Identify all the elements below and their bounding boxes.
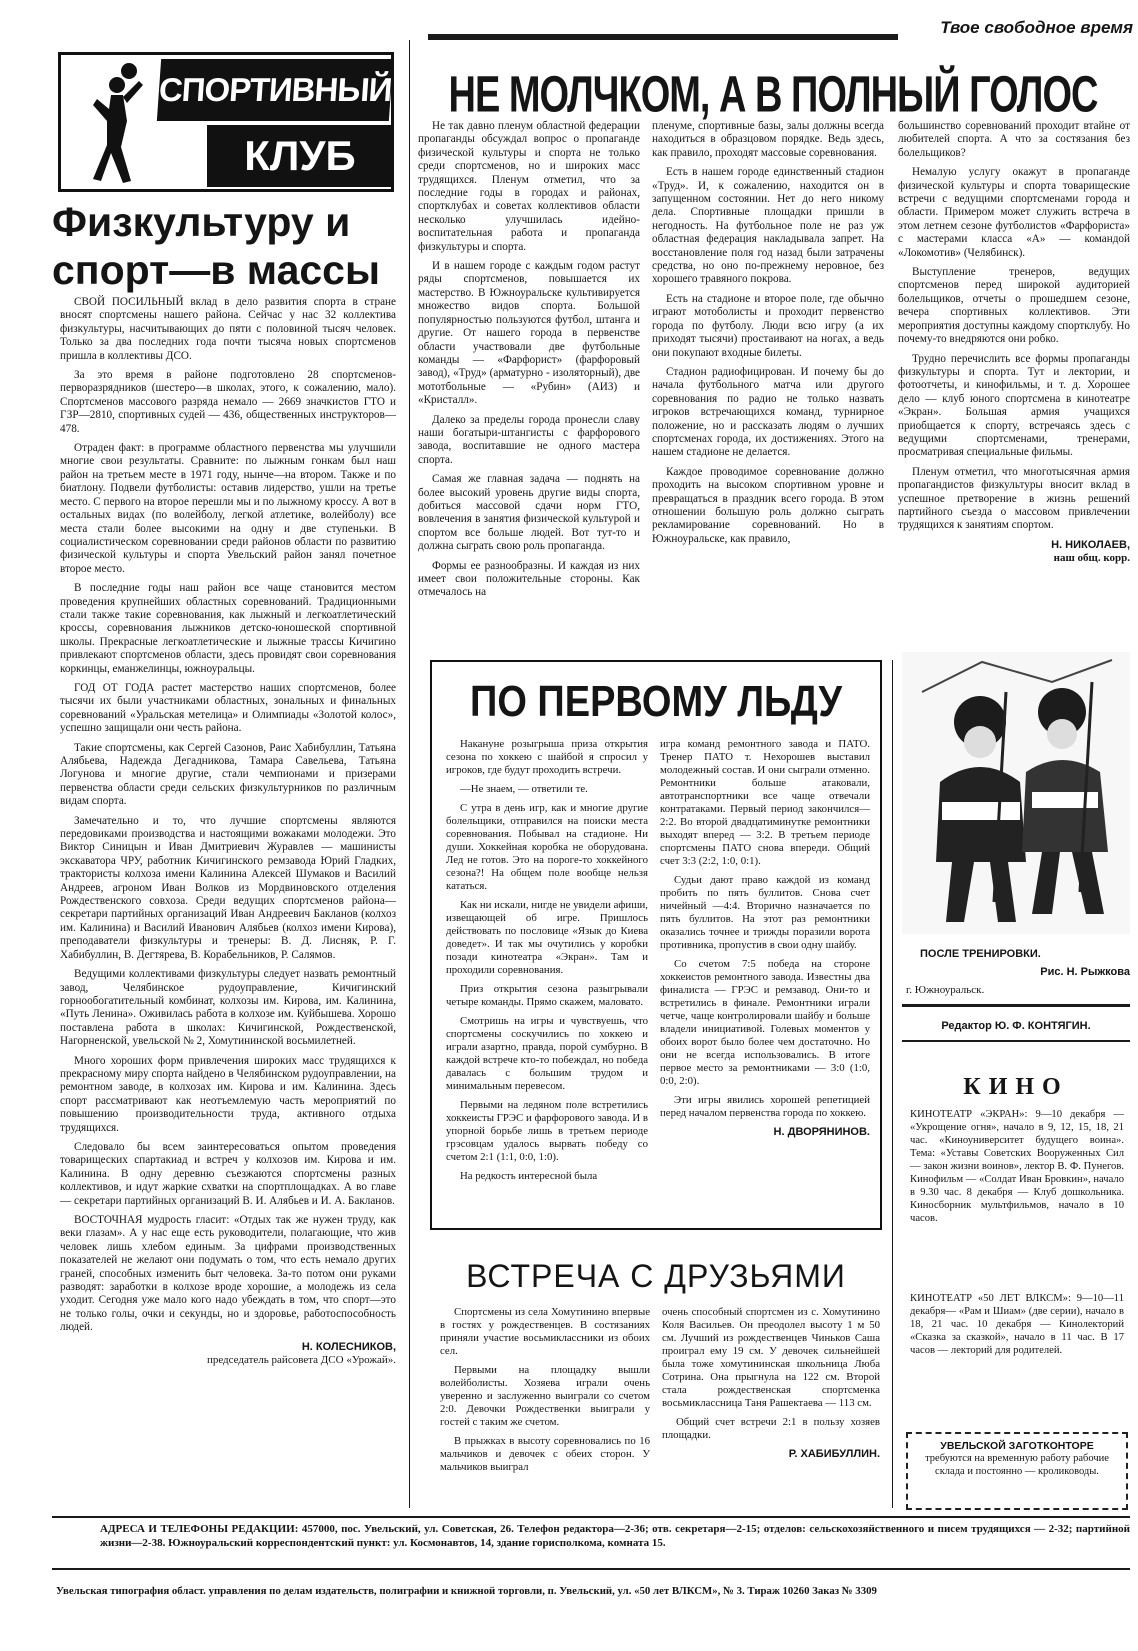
- article3-c1-p7: Первыми на ледяном поле встретились хоккеисты ГРЭС и фарфорового завода. И в упорной борьбе лишь в третьем периоде грэсовцам удалось вырвать победу со счетом 2:1 (1:1, 0:0, 1:0).: [446, 1099, 648, 1163]
- article3-c1-p4: Как ни искали, нигде не увидели афиши, извещающей об игре. Пришлось действовать по пословице «Язык до Киева доведет». И так мы очутились у коробки позади кинотеатра «Экран». Там и проходили соревнования.: [446, 899, 648, 976]
- article4-headline: ВСТРЕЧА С ДРУЗЬЯМИ: [466, 1258, 846, 1294]
- kino-text2: КИНОТЕАТР «50 ЛЕТ ВЛКСМ»: 9—10—11 декабря— «Рам и Шиам» (две серии), начало в 18, 21 час. 10 декабря — Кинолекторий «Сказка за сказкой», начало в 11 час. В 17 часов — лекторий для родителей.: [910, 1293, 1124, 1356]
- article2-c3-p1: большинство соревнований проходит втайне от любителей спорта. А что за состязания без болельщиков?: [898, 120, 1130, 159]
- photo-city: г. Южноуральск.: [906, 984, 985, 996]
- article3-col1: [446, 738, 648, 1189]
- athlete-icon: [67, 61, 157, 187]
- footer-address: АДРЕСА И ТЕЛЕФОНЫ РЕДАКЦИИ: 457000, пос. Увельский, ул. Советская, 26. Телефон редактора—2-36; отв. секретаря—2-15; отделов: сельскохозяйственного и писем трудящихся — 2-32; партийной жизни—2-38. Южноуральский корреспондентский пункт: ул. Космонавтов, 14, здание горисполкома, комната 15.: [100, 1523, 1130, 1549]
- article1-p6: Такие спортсмены, как Сергей Сазонов, Раис Хабибуллин, Татьяна Алябьева, Надежда Дегадникова, Тамара Савельева, Татьяна Логунова и многие другие, стали чемпионами и призерами первенства области среди сельских физкультурников по различным видам спорта.: [60, 741, 396, 808]
- club-banner-line1: СПОРТИВНЫЙ: [157, 59, 393, 121]
- article4-col2: [662, 1306, 880, 1461]
- article3-c2-p3: Со счетом 7:5 победа на стороне хоккеистов ремонтного завода. Известны два финалиста — ГРЭС и ремзавод. Они-то и встретились в финале. Ремонтники играли четче, чаще контролировали шайбу и больше владели инициативой. Голевых моментов у обоих ворот было более чем достаточно. Но они не всегда использовались. В итоге первое место за ремонтниками — 3:0 (1:0, 0:0, 2:0).: [660, 958, 870, 1087]
- ad-box: [906, 1432, 1128, 1510]
- article4-c1-p3: В прыжках в высоту соревновались по 16 мальчиков и девочек с обеих сторон. У мальчиков выиграл: [440, 1435, 650, 1473]
- article4-c1-p2: Первыми на площадку вышли волейболисты. Хозяева играли очень уверенно и заслуженно выиграли со счетом 2:0. Девочки Рождественки выиграли у гостей с таким же счетом.: [440, 1364, 650, 1428]
- article1-p4: В последние годы наш район все чаще становится местом проведения крупнейших областных соревнований. Традиционными стали также такие соревнования, как лыжный и легкоатлетический кроссы, соревнования лыжников детско-юношеской спортивной школы. Прекрасные легкоатлетические и лыжные трассы Кичигино привлекают спортсменов области, здесь провидят свои соревнования коркинцы, еманжелинцы, южноуральцы.: [60, 582, 396, 675]
- article1-p7: Замечательно и то, что лучшие спортсмены являются передовиками производства и настоящими вожаками молодежи. Это Виктор Синицын и Иван Дмитриевич Журавлев — машинисты экскаватора ЧРУ, работник Кичигинского ремзавода Юрий Гладких, трактористы колхоза имени Калинина Алексей Шумаков и Василий Андреев, агроном Иван Волков из Мордвиновского отделения Рождественского совхоза. Среди ведущих спортсменов района—секретари партийных организаций Иван Андреевич Бакланов (колхоз им. Калинина) и Василий Иванович Алябьев (колхоз имени Кирова), преподаватели физкультуры и тренеры: В. Д. Лисняк, Р. Г. Хабибуллин, В. Дегтярева, В. Корабельников, Р. Салямов.: [60, 814, 396, 961]
- article2-col2: [652, 120, 884, 552]
- article2-c2-p1: пленуме, спортивные базы, залы должны всегда находиться в образцовом порядке. Ведь здесь, как правило, проходят массовые соревнования.: [652, 120, 884, 159]
- article1-headline: Физкультуру и спорт—в массы: [52, 199, 380, 293]
- article2-c2-p2: Есть в нашем городе единственный стадион «Труд». И, к сожалению, находится он в запущенном состоянии. Нет до него никому дела. Спортивные площадки пришли в негодность. На футбольное поле не раз уж областная федерация накладывала запрет. На восстановление поля год назад были затрачены средства, но оно по-прежнему неровное, без хорошего травяного покрова.: [652, 166, 884, 286]
- article3-c1-p8: На редкость интересной была: [460, 1170, 598, 1182]
- kino-title: КИНО: [963, 1074, 1069, 1100]
- article4-col1: [440, 1306, 650, 1480]
- article3-headline: ПО ПЕРВОМУ ЛЬДУ: [470, 678, 842, 727]
- article1-author-title: председатель райсовета ДСО «Урожай».: [206, 1354, 396, 1367]
- footer-rule-top: [52, 1516, 1130, 1518]
- article1-p1: СВОЙ ПОСИЛЬНЫЙ вклад в дело развития спорта в стране вносят спортсмены нашего района. Сейчас у нас 32 коллектива физкультуры, насчитывающих до пяти с половиной тысяч человек. Только за два последних года почти тысяча новых спортсменов пришла в коллективы ДСО.: [60, 296, 396, 362]
- article2-author-title: наш общ. корр.: [1053, 552, 1130, 565]
- article1-p5: ГОД ОТ ГОДА растет мастерство наших спортсменов, более тысячи их были участниками областных, зональных и финальных соревнований «Уральская метелица» и Олимпиады «Золотой колос», успешно защищали они честь района.: [60, 681, 396, 735]
- photo-caption: ПОСЛЕ ТРЕНИРОВКИ.: [920, 948, 1041, 960]
- article3-c2-p2: Судьи дают право каждой из команд пробить по пять буллитов. Снова счет ничейный —4:4. Вторично назначается по пять буллитов. На этот раз ремонтники оказались точнее и трижды поразили ворота противника, пропустив в свои одну шайбу.: [660, 874, 870, 951]
- article2-author: Н. НИКОЛАЕВ,: [1051, 538, 1130, 551]
- article3-c1-p2: —Не знаем, — ответили те.: [460, 783, 588, 795]
- article2-c3-p3: Выступление тренеров, ведущих спортсменов перед широкой аудиторией болельщиков, отчеты о прошедшем сезоне, вечера спортивных коллективов. Эти мероприятия доступны каждому спортклубу. Но почему-то внедряются они робко.: [898, 266, 1130, 346]
- article3-c2-p1: игра команд ремонтного завода и ПАТО. Тренер ПАТО т. Нехорошев выставил молодежный состав. И они сыграли отменно. Ремонтники больше атаковали, автотранспортники все чаще отвечали контратаками. Первый период закончился—2:2. Во второй двадцатиминутке ремонтники выходят вперед — 3:2. В третьем периоде спортсмены ПАТО снова впереди. Общий счет 3:3 (2:2, 1:0, 0:1).: [660, 738, 870, 867]
- article2-c2-p4: Стадион радиофицирован. И почему бы до начала футбольного матча или другого соревнования по радио не только назвать игроков встречающихся команд, турнирное положение, но и рассказать людям о лучших спортсменах города, их достижениях. Этого на нашем стадионе не делается.: [652, 365, 884, 459]
- column-divider-left: [409, 40, 410, 1508]
- editor-rule-top: [902, 1004, 1130, 1007]
- article2-c2-p5: Каждое проводимое соревнование должно проходить на высоком спортивном уровне и превращаться в праздник всего города. В этом отношении большую роль должно сыграть рекламирование соревнований. Но в Южноуральске, как правило,: [652, 465, 884, 545]
- article2-c3-p5: Пленум отметил, что многотысячная армия пропагандистов физкультуры вносит вклад в успешное претворение в жизнь решений партийного съезда о массовом привлечении трудящихся к занятиям спортом.: [898, 465, 1130, 532]
- club-banner-line2: КЛУБ: [207, 125, 393, 187]
- article1-p10: Следовало бы всем заинтересоваться опытом проведения товарищеских спартакиад и встреч у колхозов им. Кирова и им. Калинина. В одну деревню съезжаются спортсмены разных коллективов, и идут жаркие схватки на спортплощадках. А во главе — секретари партийных организаций В. И. Алябьев и И. А. Бакланов.: [60, 1140, 396, 1207]
- footer-rule-mid: [52, 1568, 1130, 1570]
- kino-text1: КИНОТЕАТР «ЭКРАН»: 9—10 декабря — «Укрощение огня», начало в 9, 12, 15, 18, 21 час. «Киноуниверситет будущего воина». Тема: «Уставы Советских Вооруженных Сил — закон жизни воинов», лектор В. Ф. Пунегов. Кинофильм — «Солдат Иван Бровкин», начало в 9.30 час. 8 декабря — Клуб дошкольника. Киносборник мультфильмов, начало в 10 часов.: [910, 1109, 1124, 1224]
- photo-credit: Рис. Н. Рыжкова: [1040, 966, 1130, 978]
- editor-rule-bottom: [902, 1040, 1130, 1042]
- article4-c2-p2: Общий счет встречи 2:1 в пользу хозяев площадки.: [662, 1416, 880, 1441]
- article1-p3: Отраден факт: в программе областного первенства мы улучшили многие свои результаты. Сравните: по лыжным гонкам был наш район на третьем месте в 1971 году, нынче—на втором. Также и по биатлону. Подвели футболисты: оставив лидерство, ушли на третье место. С первого на второе перешли мы и по лыжному кроссу. А вот в остальных видах (по волейболу, легкой атлетике, волейболу) все места стали более высокими на одну и две ступеньки. В социалистическом соревновании среди районов области по развитию физической культуры и спорта Увельский район занял почетное второе место.: [60, 442, 396, 575]
- article4-c1-p1: Спортсмены из села Хомутинино впервые в гостях у рождественцев. В состязаниях приняли участие восьмиклассники из обоих сел.: [440, 1306, 650, 1357]
- article1-p8: Ведущими коллективами физкультуры следует назвать ремонтный завод, Челябинское рудоуправление, Кичигинский горнообогатительный комбинат, колхозы им. Кирова, им. Калинина, «Путь Ленина». Оживилась работа в колхозе им. Куйбышева. Хорошо поставлена работа в школах: Кичигинской, Рождественской, Нагорненской, увельской № 2, Хомутининской восьмилетней.: [60, 968, 396, 1048]
- article3-box: [430, 660, 882, 1230]
- club-banner: [58, 52, 394, 192]
- article2-c1-p5: Формы ее разнообразны. И каждая из них имеет свои положительные стороны. Как отмечалось на: [418, 559, 640, 599]
- article2-col3: [898, 120, 1130, 566]
- ad-text: требуются на временную работу рабочие склада и постоянно — кролиководы.: [925, 1453, 1109, 1477]
- section-label: Твое свободное время: [940, 18, 1133, 37]
- article2-headline: НЕ МОЛЧКОМ, А В ПОЛНЫЙ ГОЛОС: [448, 66, 1098, 124]
- article2-c3-p4: Трудно перечислить все формы пропаганды физкультуры и спорта. Тут и лектории, и фотоотчеты, и кинофильмы, и т. д. Хорошее дело — клуб юного спортсмена в кинотеатре «Экран». Большая армия учащихся приобщается к спорту, встречаясь здесь с ведущими спортсменами, тренерами, просматривая специальные фильмы.: [898, 352, 1130, 459]
- article2-c1-p3: Далеко за пределы города пронесли славу наши богатыри-штангисты с фарфорового завода, воспитавшие не одного мастера спорта.: [418, 413, 640, 466]
- article1-p2: За это время в районе подготовлено 28 спортсменов-перворазрядников (шестеро—в школах, этого, к сожалению, мало). Спортсменов массового разряда немало — 2669 значкистов ГТО и ГЗР—2810, спортивных судей — 436, общественных инструкторов—478.: [60, 369, 396, 435]
- article3-c1-p3: С утра в день игр, как и многие другие болельщики, отправился на поиски места соревнования. Побывал на стадионе. Ни души. Хоккейная коробка не оборудована. Лед не готов. Это на пороге-то хоккейного сезона?! На общем поле вообще нельзя кататься.: [446, 802, 648, 892]
- article1-p9: Много хороших форм привлечения широких масс трудящихся к прекрасному миру спорта найдено в Челябинском рудоуправлении, на ремонтном заводе, в колхозах им. Кирова и им. Калинина. Здесь спорт рассматривают как неотъемлемую часть мероприятий по повышению производительности труда, активного отдыха трудящихся.: [60, 1054, 396, 1134]
- article2-c3-p2: Немалую услугу окажут в пропаганде физической культуры и спорта товарищеские встречи с ведущими спортсменами города и области. Примером может служить встреча в этом летнем сезоне футболистов «Фарфориста» с мастерами класса «А» — командой «Локомотив» (Челябинск).: [898, 166, 1130, 259]
- kino-box: [906, 1050, 1126, 1430]
- top-rule: [428, 34, 898, 40]
- article3-author: Н. ДВОРЯНИНОВ.: [773, 1126, 870, 1138]
- article4-c2-p1: очень способный спортсмен из с. Хомутинино Коля Васильев. Он преодолел высоту 1 м 50 см. Лучший из рождественцев Чиньков Саша проиграл ему 19 см. У девочек сильнейшей была тоже хомутининская школьница Люба Сотрина. Она прыгнула на 122 см. Второй стала рождественская спортсменка восьмиклассница Таня Рашектаева — 113 см.: [662, 1306, 880, 1409]
- article3-c2-p4: Эти игры явились хорошей репетицией перед началом первенства города по хоккею.: [660, 1094, 870, 1119]
- article2-c1-p1: Не так давно пленум областной федерации пропаганды обсуждал вопрос о пропаганде физической культуры и спорта не только среди спортсменов, но и широких масс трудящихся. Пленум отметил, что за последние годы в городах и районах, спортклубах и советах коллективов области несколько улучшилась идейно-воспитательная работа и пропаганда физкультуры и спорта.: [418, 120, 640, 253]
- article2-c1-p2: И в нашем городе с каждым годом растут ряды спортсменов, повышается их мастерство. В Южноуральске культивируется множество видов спорта. Большой популярностью пользуются футбол, штанга и другие. От нашего города в первенстве области участвовали две футбольные команды — «Фарфорист» (фарфоровый завод), «Труд» (арматурно - изоляторный), две мототбольные — «Рубин» (АИЗ) и «Кристалл».: [418, 260, 640, 407]
- footer-printer: Увельская типография област. управления по делам издательств, полиграфии и книжной торговли, п. Увельский, ул. «50 лет ВЛКСМ», № 3. Тираж 10260 Заказ № 3309: [56, 1585, 877, 1597]
- article1-author: Н. КОЛЕСНИКОВ,: [301, 1340, 396, 1353]
- article2-c1-p4: Самая же главная задача — поднять на более высокий уровень другие виды спорта, добиться массовой сдачи норм ГТО, вовлечения в занятия физической культурой и спортом все больше людей. Вот тут-то и должна сыграть свою роль пропаганда.: [418, 473, 640, 553]
- article1-body: [60, 296, 396, 1367]
- ad-title: УВЕЛЬСКОЙ ЗАГОТКОНТОРЕ: [940, 1440, 1094, 1452]
- editor-line: Редактор Ю. Ф. КОНТЯГИН.: [941, 1020, 1091, 1032]
- article4-author: Р. ХАБИБУЛЛИН.: [788, 1448, 880, 1460]
- article3-c1-p5: Приз открытия сезона разыгрывали четыре команды. Прямо скажем, маловато.: [446, 983, 648, 1008]
- column-divider-right: [892, 660, 893, 1508]
- article2-c2-p3: Есть на стадионе и второе поле, где обычно играют мотоболисты и проходит первенство города по футболу. Люди всю игру (а их приходят тысячи) простаивают на ногах, а ведь они покупают входные билеты.: [652, 292, 884, 359]
- article3-c1-p6: Смотришь на игры и чувствуешь, что спортсмены соскучились по хоккею и играли азартно, правда, порой сумбурно. В каждой встрече кто-то побеждал, но победа давалась с большим трудом и минимальным перевесом.: [446, 1015, 648, 1092]
- article1-p11: ВОСТОЧНАЯ мудрость гласит: «Отдых так же нужен труду, как веки глазам». А у нас еще есть руководители, полагающие, что жив человек лишь хлебом единым. За цифрами производственных показателей не желают они подумать о том, что есть немало других граней, способных изменить быт человека. За-то потом они руками разводят: заработки в колхозе вроде хорошие, а молодежь из села уходит. Сегодня уже мало кого надо убеждать в том, что спорт—это не только голы, очки и секунды, но и здоровье, работоспособность людей.: [60, 1214, 396, 1334]
- article3-c1-p1: Накануне розыгрыша приза открытия сезона по хоккею с шайбой я спросил у игроков, где будут проходить встречи.: [446, 738, 648, 776]
- photo-skaters: [902, 652, 1130, 934]
- article2-col1: [418, 120, 640, 606]
- skaters-illustration: [902, 652, 1130, 934]
- article3-col2: [660, 738, 870, 1139]
